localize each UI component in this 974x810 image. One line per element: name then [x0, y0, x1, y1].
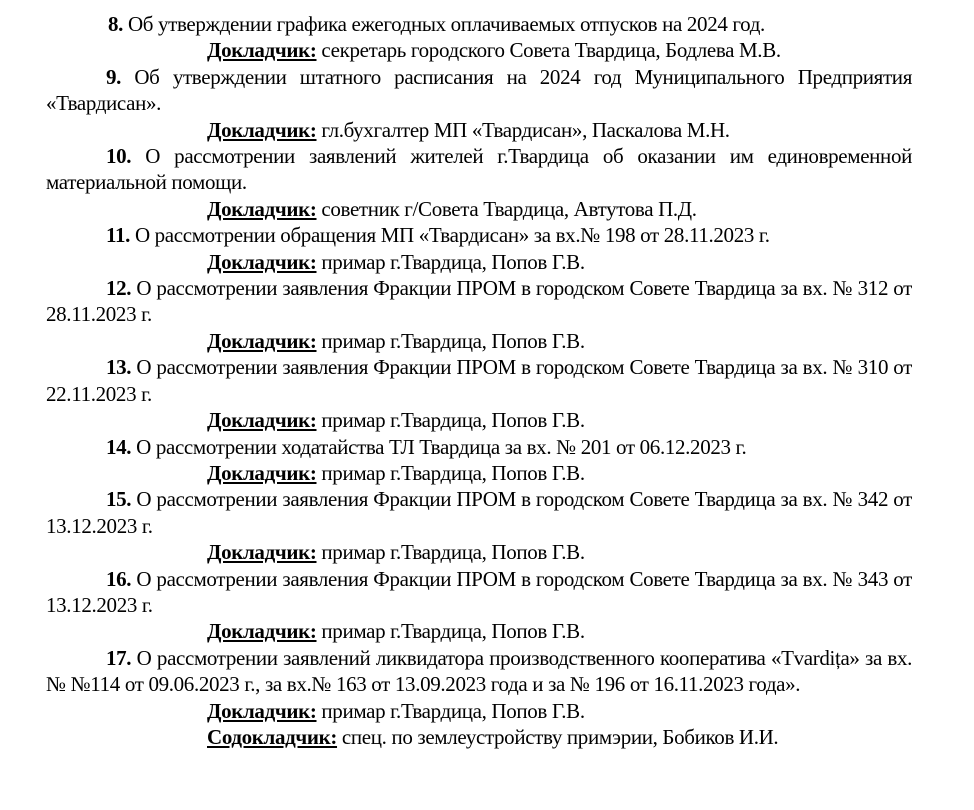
reporter-text: гл.бухгалтер МП «Твардисан», Паскалова М.Н.: [316, 117, 730, 142]
document-page: [46, 11, 912, 750]
coreporter-line: [46, 724, 912, 750]
item-text: О рассмотрении заявления Фракции ПРОМ в городском Совете Твардица за вх. № 343 от 13.12.2023 г.: [46, 566, 912, 617]
item-number: 10.: [106, 144, 132, 169]
item-number: 13.: [106, 355, 132, 380]
reporter-line: [46, 249, 912, 275]
agenda-item-8: [46, 11, 912, 37]
agenda-item-17: [46, 645, 912, 698]
reporter-role: Докладчик:: [207, 249, 317, 274]
agenda-item-12: [46, 275, 912, 328]
reporter-text: примар г.Твардица, Попов Г.В.: [316, 460, 585, 485]
reporter-role: Докладчик:: [207, 38, 317, 63]
item-text: Об утверждении штатного расписания на 2024 год Муниципального Предприятия «Твардисан».: [46, 64, 912, 116]
reporter-role: Докладчик:: [207, 619, 317, 644]
item-number: 17.: [106, 645, 132, 670]
reporter-text: примар г.Твардица, Попов Г.В.: [316, 619, 585, 644]
coreporter-text: спец. по землеустройству примэрии, Бобиков И.И.: [337, 724, 779, 749]
reporter-line: [46, 328, 912, 354]
item-text: О рассмотрении обращения МП «Твардисан» за вх.№ 198 от 28.11.2023 г.: [130, 223, 770, 248]
reporter-role: Докладчик:: [207, 117, 317, 142]
item-text: О рассмотрении ходатайства ТЛ Твардица за вх. № 201 от 06.12.2023 г.: [131, 434, 747, 459]
coreporter-role: Содокладчик:: [207, 724, 338, 749]
agenda-item-13: [46, 354, 912, 407]
reporter-text: примар г.Твардица, Попов Г.В.: [316, 540, 585, 565]
item-number: 11.: [106, 223, 131, 248]
item-text: О рассмотрении заявления Фракции ПРОМ в городском Совете Твардица за вх. № 312 от 28.11.2023 г.: [46, 276, 912, 327]
reporter-role: Докладчик:: [207, 698, 317, 723]
reporter-text: примар г.Твардица, Попов Г.В.: [316, 328, 585, 353]
reporter-line: [46, 539, 912, 565]
reporter-line: [46, 460, 912, 486]
item-text: Об утверждении графика ежегодных оплачиваемых отпусков на 2024 год.: [123, 12, 765, 36]
agenda-item-11: [46, 222, 912, 248]
agenda-item-14: [46, 434, 912, 460]
reporter-line: [46, 618, 912, 644]
item-text: О рассмотрении заявлений ликвидатора производственного кооператива «Tvardița» за вх. № №114 от 09.06.2023 г., за вх.№ 163 от 13.09.2023 года и за № 196 от 16.11.2023 года».: [46, 645, 912, 697]
reporter-text: примар г.Твардица, Попов Г.В.: [316, 249, 585, 274]
reporter-text: примар г.Твардица, Попов Г.В.: [316, 408, 585, 433]
reporter-line: [46, 698, 912, 724]
item-number: 15.: [106, 487, 132, 512]
reporter-role: Докладчик:: [207, 460, 317, 485]
reporter-text: примар г.Твардица, Попов Г.В.: [316, 698, 585, 723]
reporter-line: [46, 37, 912, 63]
reporter-line: [46, 196, 912, 222]
reporter-line: [46, 407, 912, 433]
item-number: 12.: [106, 276, 132, 301]
item-number: 14.: [106, 434, 132, 459]
item-text: О рассмотрении заявления Фракции ПРОМ в городском Совете Твардица за вх. № 310 от 22.11.2023 г.: [46, 355, 912, 406]
agenda-item-10: [46, 143, 912, 196]
item-number: 9.: [106, 64, 122, 89]
agenda-item-15: [46, 486, 912, 539]
item-text: О рассмотрении заявлений жителей г.Твардица об оказании им единовременной материальной помощи.: [46, 144, 912, 195]
reporter-role: Докладчик:: [207, 540, 317, 565]
item-text: О рассмотрении заявления Фракции ПРОМ в городском Совете Твардица за вх. № 342 от 13.12.2023 г.: [46, 487, 912, 538]
reporter-text: секретарь городского Совета Твардица, Бодлева М.В.: [316, 38, 781, 63]
reporter-role: Докладчик:: [207, 196, 317, 221]
reporter-line: [46, 117, 912, 143]
reporter-role: Докладчик:: [207, 328, 317, 353]
agenda-item-16: [46, 566, 912, 619]
agenda-item-9: [46, 64, 912, 117]
reporter-text: советник г/Совета Твардица, Автутова П.Д.: [316, 196, 697, 221]
item-number: 8.: [108, 12, 124, 36]
reporter-role: Докладчик:: [207, 408, 317, 433]
item-number: 16.: [106, 566, 132, 591]
